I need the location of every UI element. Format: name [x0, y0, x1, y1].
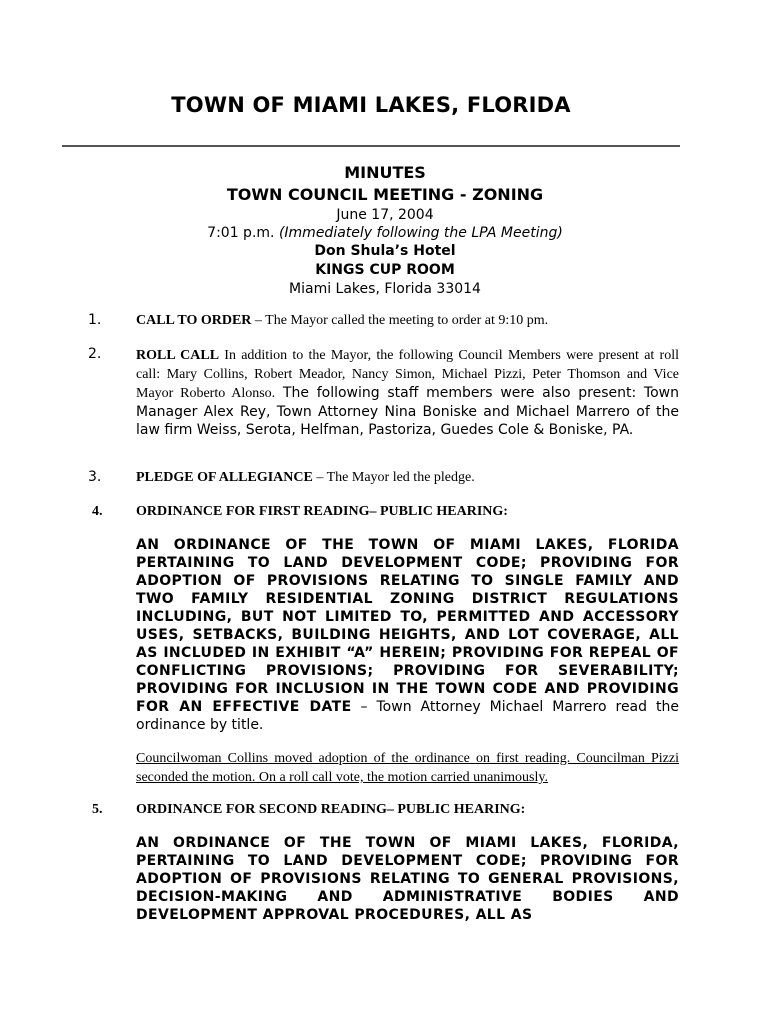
item-number: 2.: [88, 346, 102, 362]
meeting-title: TOWN COUNCIL MEETING - ZONING: [226, 185, 544, 204]
item-heading: CALL TO ORDER: [136, 313, 252, 328]
meeting-time-line: [0, 224, 770, 242]
item-heading: ROLL CALL: [136, 348, 220, 363]
item-number: 4.: [92, 504, 103, 519]
minutes-label: MINUTES: [344, 163, 426, 182]
ordinance-second-body: [136, 834, 679, 924]
item-number: 1.: [88, 312, 102, 328]
meeting-time-note: (Immediately following the LPA Meeting): [278, 225, 563, 241]
item-body: [136, 346, 679, 439]
ordinance-title: AN ORDINANCE OF THE TOWN OF MIAMI LAKES, FLORIDA PERTAINING TO LAND DEVELOPMENT CODE; PROVIDING FOR ADOPTION OF PROVISIONS RELATING TO SINGLE FAMILY AND TWO FAMILY RESIDENTIAL ZONING DISTRICT REGULATIONS INCLUDING, BUT NOT LIMITED TO, PERMITTED AND ACCESSORY USES, SETBACKS, BUILDING HEIGHTS, AND LOT COVERAGE, ALL AS INCLUDED IN EXHIBIT “A” HEREIN; PROVIDING FOR REPEAL OF CONFLICTING PROVISIONS; PROVIDING FOR SEVERABILITY; PROVIDING FOR INCLUSION IN THE TOWN CODE AND PROVIDING FOR AN EFFECTIVE DATE: [136, 537, 679, 715]
motion-first-reading: Councilwoman Collins moved adoption of the ordinance on first reading. Councilman Pizzi seconded the motion. On a roll call vote, the motion carried unanimously.: [136, 751, 679, 785]
item-text-council: In addition to the Mayor, the following Council Members were present at roll call: Mary Collins, Robert Meador, Nancy Simon, Michael Pizzi, Peter Thomson and Vice Mayor Roberto Alonso.: [136, 348, 679, 401]
town-title: TOWN OF MIAMI LAKES, FLORIDA: [171, 93, 571, 117]
meeting-header: [0, 162, 770, 298]
meeting-room: KINGS CUP ROOM: [315, 262, 455, 278]
item-number: 5.: [92, 802, 103, 817]
header-divider: [62, 145, 680, 147]
meeting-date: June 17, 2004: [336, 207, 434, 223]
reader-note: – Town Attorney Michael Marrero read the ordinance by title.: [136, 699, 679, 733]
item-number: 3.: [88, 469, 102, 485]
meeting-time: 7:01 p.m.: [207, 225, 275, 241]
ordinance-text: AN ORDINANCE OF THE TOWN OF MIAMI LAKES, FLORIDA, PERTAINING TO LAND DEVELOPMENT CODE; PROVIDING FOR ADOPTION OF PROVISIONS RELATING TO GENERAL PROVISIONS, DECISION-MAKING AND ADMINISTRATIVE BODIES AND DEVELOPMENT APPROVAL PROCEDURES, ALL AS: [136, 835, 679, 923]
item-heading: ORDINANCE FOR SECOND READING– PUBLIC HEARING:: [136, 802, 526, 817]
ordinance-first-body: [136, 536, 679, 734]
item-body: [136, 312, 679, 330]
item-body: [136, 469, 679, 487]
meeting-venue: Don Shula’s Hotel: [314, 243, 456, 259]
item-text: – The Mayor called the meeting to order at 9:10 pm.: [251, 313, 549, 328]
item-text-staff: The following staff members were also present: Town Manager Alex Rey, Town Attorney Nina Boniske and Michael Marrero of the law firm Weiss, Serota, Helfman, Pastoriza, Guedes Cole & Boniske, PA.: [136, 385, 679, 438]
item-text: – The Mayor led the pledge.: [312, 470, 475, 485]
meeting-city: Miami Lakes, Florida 33014: [289, 281, 481, 297]
item-heading: PLEDGE OF ALLEGIANCE: [136, 470, 313, 485]
item-heading: ORDINANCE FOR FIRST READING– PUBLIC HEARING:: [136, 504, 508, 519]
ordinance-text: [136, 536, 679, 734]
